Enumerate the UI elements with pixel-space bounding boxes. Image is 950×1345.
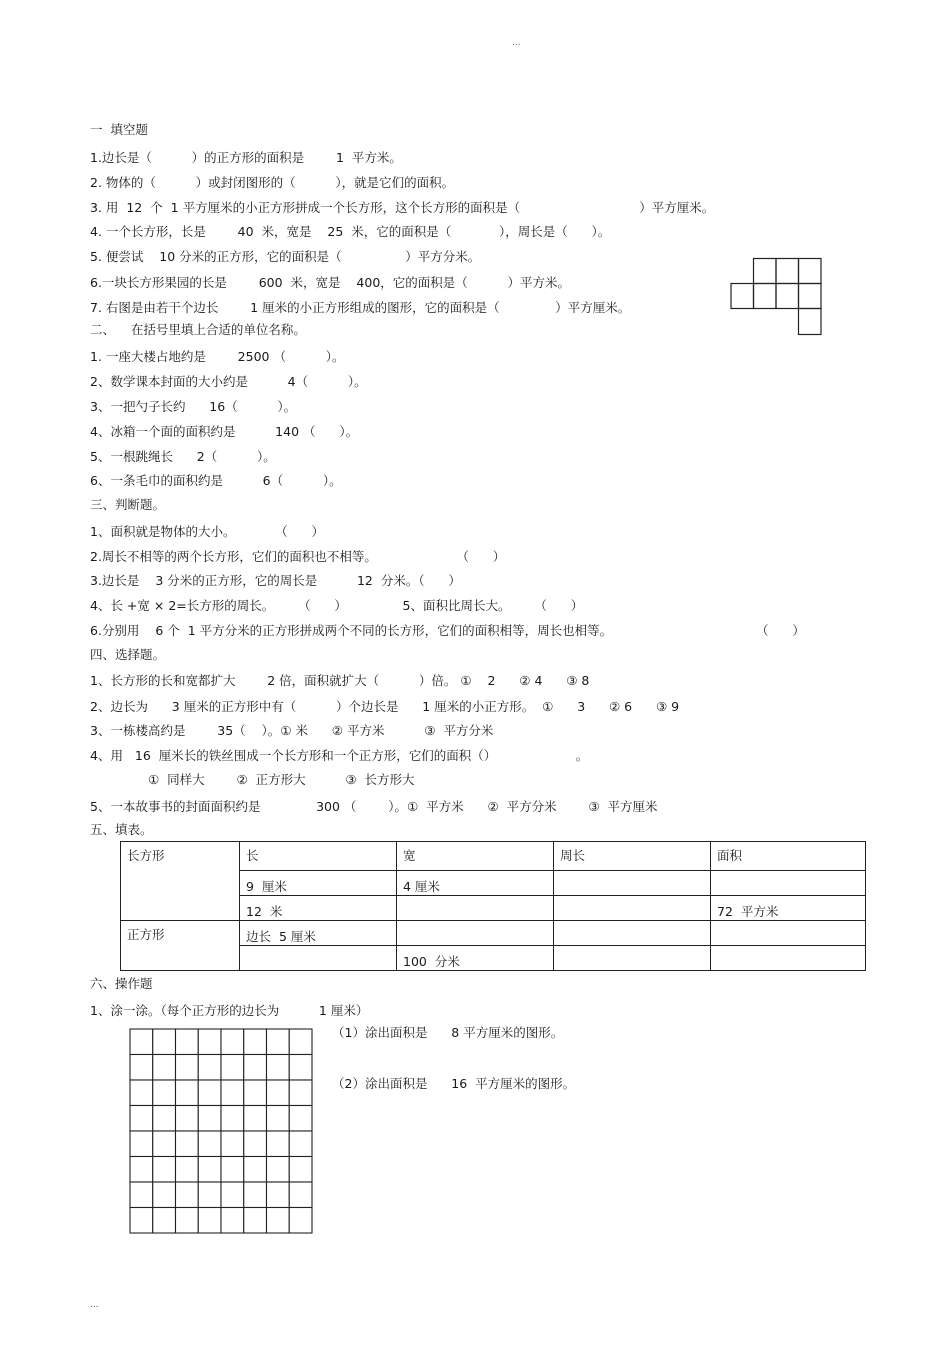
- s1-question-3: 3. 用 12 个 1 平方厘米的小正方形拼成一个长方形，这个长方形的面积是（ ）平方厘米。: [90, 200, 715, 215]
- s2-question-6: 6、一条毛巾的面积约是 6（ ）。: [90, 473, 342, 488]
- s4-question-5: 5、一本故事书的封面面积约是 300 （ ）。① 平方米 ② 平方分米 ③ 平方厘米: [90, 799, 658, 814]
- header-area: 面积: [711, 842, 866, 871]
- grid-cell[interactable]: [153, 1208, 176, 1234]
- table-cell[interactable]: [711, 871, 866, 896]
- s3-question-3: 3.边长是 3 分米的正方形，它的周长是 12 分米。（ ）: [90, 573, 461, 588]
- grid-cell[interactable]: [289, 1080, 312, 1106]
- table-cell[interactable]: 100 分米: [397, 946, 554, 971]
- table-cell[interactable]: [554, 871, 711, 896]
- s3-question-2: 2.周长不相等的两个长方形，它们的面积也不相等。 （ ）: [90, 549, 506, 564]
- s1-question-7: 7. 右图是由若干个边长 1 厘米的小正方形组成的图形，它的面积是（ ）平方厘米。: [90, 300, 631, 315]
- table-cell[interactable]: [711, 921, 866, 946]
- grid-cell[interactable]: [244, 1080, 267, 1106]
- grid-cell[interactable]: [289, 1131, 312, 1157]
- page-header-dots: ...: [512, 38, 521, 48]
- s3-question-4-5: 4、长 +宽 × 2=长方形的周长。 （ ） 5、面积比周长大。 （ ）: [90, 598, 584, 613]
- s1-question-4: 4. 一个长方形，长是 40 米，宽是 25 米，它的面积是（ ），周长是（ ）。: [90, 224, 611, 239]
- s6-task-1: （1）涂出面积是 8 平方厘米的图形。: [332, 1025, 564, 1040]
- page-footer-dots: ...: [90, 1300, 99, 1310]
- grid-cell[interactable]: [244, 1106, 267, 1132]
- grid-cell[interactable]: [198, 1055, 221, 1081]
- grid-cell[interactable]: [130, 1182, 153, 1208]
- header-perimeter: 周长: [554, 842, 711, 871]
- grid-cell[interactable]: [267, 1055, 290, 1081]
- grid-cell[interactable]: [130, 1029, 153, 1055]
- s4-question-1: 1、长方形的长和宽都扩大 2 倍，面积就扩大（ ）倍。 ① 2 ② 4 ③ 8: [90, 673, 590, 688]
- s4-question-2: 2、边长为 3 厘米的正方形中有（ ）个边长是 1 厘米的小正方形。 ① 3 ② 6 ③ 9: [90, 699, 680, 714]
- grid-cell[interactable]: [198, 1106, 221, 1132]
- coloring-grid[interactable]: [129, 1028, 313, 1234]
- s6-task-2: （2）涂出面积是 16 平方厘米的图形。: [332, 1076, 576, 1091]
- grid-cell[interactable]: [130, 1131, 153, 1157]
- grid-cell[interactable]: [176, 1208, 199, 1234]
- grid-cell[interactable]: [289, 1055, 312, 1081]
- grid-cell[interactable]: [198, 1208, 221, 1234]
- grid-cell[interactable]: [176, 1182, 199, 1208]
- table-cell[interactable]: 边长 5 厘米: [240, 921, 397, 946]
- table-cell[interactable]: 72 平方米: [711, 896, 866, 921]
- section-5-title: 五、填表。: [90, 822, 153, 837]
- table-cell[interactable]: [397, 921, 554, 946]
- grid-cell[interactable]: [198, 1182, 221, 1208]
- grid-cell[interactable]: [289, 1157, 312, 1183]
- grid-cell[interactable]: [153, 1182, 176, 1208]
- s2-question-3: 3、一把勺子长约 16（ ）。: [90, 399, 297, 414]
- grid-cell[interactable]: [244, 1055, 267, 1081]
- grid-cell[interactable]: [176, 1106, 199, 1132]
- grid-cell[interactable]: [221, 1131, 244, 1157]
- s3-question-1: 1、面积就是物体的大小。 （ ）: [90, 524, 325, 539]
- grid-cell[interactable]: [153, 1157, 176, 1183]
- grid-cell[interactable]: [198, 1080, 221, 1106]
- table-cell[interactable]: [711, 946, 866, 971]
- s2-question-2: 2、数学课本封面的大小约是 4（ ）。: [90, 374, 367, 389]
- grid-cell[interactable]: [244, 1157, 267, 1183]
- grid-cell[interactable]: [153, 1131, 176, 1157]
- grid-cell[interactable]: [221, 1029, 244, 1055]
- section-4-title: 四、选择题。: [90, 647, 166, 662]
- grid-cell[interactable]: [289, 1182, 312, 1208]
- grid-cell[interactable]: [221, 1157, 244, 1183]
- grid-cell[interactable]: [289, 1208, 312, 1234]
- table-cell[interactable]: [554, 896, 711, 921]
- grid-cell[interactable]: [153, 1080, 176, 1106]
- s6-question-1: 1、涂一涂。（每个正方形的边长为 1 厘米）: [90, 1003, 369, 1018]
- grid-cell[interactable]: [244, 1208, 267, 1234]
- grid-cell[interactable]: [221, 1055, 244, 1081]
- s1-question-6: 6.一块长方形果园的长是 600 米，宽是 400，它的面积是（ ）平方米。: [90, 275, 571, 290]
- row-label-square: 正方形: [121, 921, 240, 971]
- grid-cell[interactable]: [221, 1208, 244, 1234]
- section-1-title: 一 填空题: [90, 122, 148, 137]
- s2-question-4: 4、冰箱一个面的面积约是 140 （ ）。: [90, 424, 359, 439]
- s4-question-3: 3、一栋楼高约是 35（ ）。① 米 ② 平方米 ③ 平方分米: [90, 723, 494, 738]
- grid-cell[interactable]: [267, 1131, 290, 1157]
- s4-question-4: 4、用 16 厘米长的铁丝围成一个长方形和一个正方形，它们的面积（） 。: [90, 748, 589, 763]
- s2-question-5: 5、一根跳绳长 2（ ）。: [90, 449, 276, 464]
- fill-table: [120, 841, 866, 971]
- table-cell[interactable]: 9 厘米: [240, 871, 397, 896]
- grid-cell[interactable]: [176, 1029, 199, 1055]
- grid-cell[interactable]: [130, 1055, 153, 1081]
- section-6-title: 六、操作题: [90, 976, 153, 991]
- grid-cell[interactable]: [198, 1131, 221, 1157]
- grid-cell[interactable]: [221, 1106, 244, 1132]
- grid-cell[interactable]: [198, 1029, 221, 1055]
- s3-question-6: 6.分别用 6 个 1 平方分米的正方形拼成两个不同的长方形，它们的面积相等，周长也相等。: [90, 623, 613, 638]
- grid-cell[interactable]: [130, 1106, 153, 1132]
- table-cell[interactable]: 4 厘米: [397, 871, 554, 896]
- grid-cell[interactable]: [267, 1106, 290, 1132]
- grid-cell[interactable]: [153, 1029, 176, 1055]
- table-cell[interactable]: [554, 946, 711, 971]
- grid-cell[interactable]: [176, 1055, 199, 1081]
- s4-question-4-options: ① 同样大 ② 正方形大 ③ 长方形大: [148, 772, 415, 787]
- grid-cell[interactable]: [221, 1080, 244, 1106]
- grid-cell[interactable]: [153, 1106, 176, 1132]
- grid-cell[interactable]: [244, 1029, 267, 1055]
- table-cell[interactable]: [240, 946, 397, 971]
- table-row: [121, 921, 866, 946]
- grid-cell[interactable]: [176, 1157, 199, 1183]
- s2-question-1: 1. 一座大楼占地约是 2500 （ ）。: [90, 349, 345, 364]
- s1-question-2: 2. 物体的（ ）或封闭图形的（ ），就是它们的面积。: [90, 175, 455, 190]
- grid-cell[interactable]: [176, 1131, 199, 1157]
- grid-cell[interactable]: [221, 1182, 244, 1208]
- row-label-rectangle: 长方形: [121, 842, 240, 921]
- grid-cell[interactable]: [130, 1080, 153, 1106]
- grid-cell[interactable]: [153, 1055, 176, 1081]
- grid-cell[interactable]: [267, 1029, 290, 1055]
- table-cell[interactable]: [397, 896, 554, 921]
- grid-cell[interactable]: [289, 1106, 312, 1132]
- grid-cell[interactable]: [267, 1157, 290, 1183]
- table-cell[interactable]: [554, 921, 711, 946]
- table-cell[interactable]: 12 米: [240, 896, 397, 921]
- section-3-title: 三、判断题。: [90, 497, 166, 512]
- grid-cell[interactable]: [176, 1080, 199, 1106]
- grid-cell[interactable]: [244, 1182, 267, 1208]
- grid-cell[interactable]: [244, 1131, 267, 1157]
- grid-cell[interactable]: [130, 1157, 153, 1183]
- s1-question-1: 1.边长是（ ）的正方形的面积是 1 平方米。: [90, 150, 402, 165]
- grid-cell[interactable]: [198, 1157, 221, 1183]
- grid-cell[interactable]: [267, 1182, 290, 1208]
- header-width: 宽: [397, 842, 554, 871]
- header-length: 长: [240, 842, 397, 871]
- section-2-title: 二、 在括号里填上合适的单位名称。: [90, 322, 306, 337]
- square-figure: [730, 257, 825, 339]
- grid-cell[interactable]: [267, 1080, 290, 1106]
- grid-cell[interactable]: [267, 1208, 290, 1234]
- s3-question-6-paren: （ ）: [756, 623, 805, 638]
- grid-cell[interactable]: [130, 1208, 153, 1234]
- grid-cell[interactable]: [289, 1029, 312, 1055]
- s1-question-5: 5. 便尝试 10 分米的正方形，它的面积是（ ）平方分米。: [90, 249, 481, 264]
